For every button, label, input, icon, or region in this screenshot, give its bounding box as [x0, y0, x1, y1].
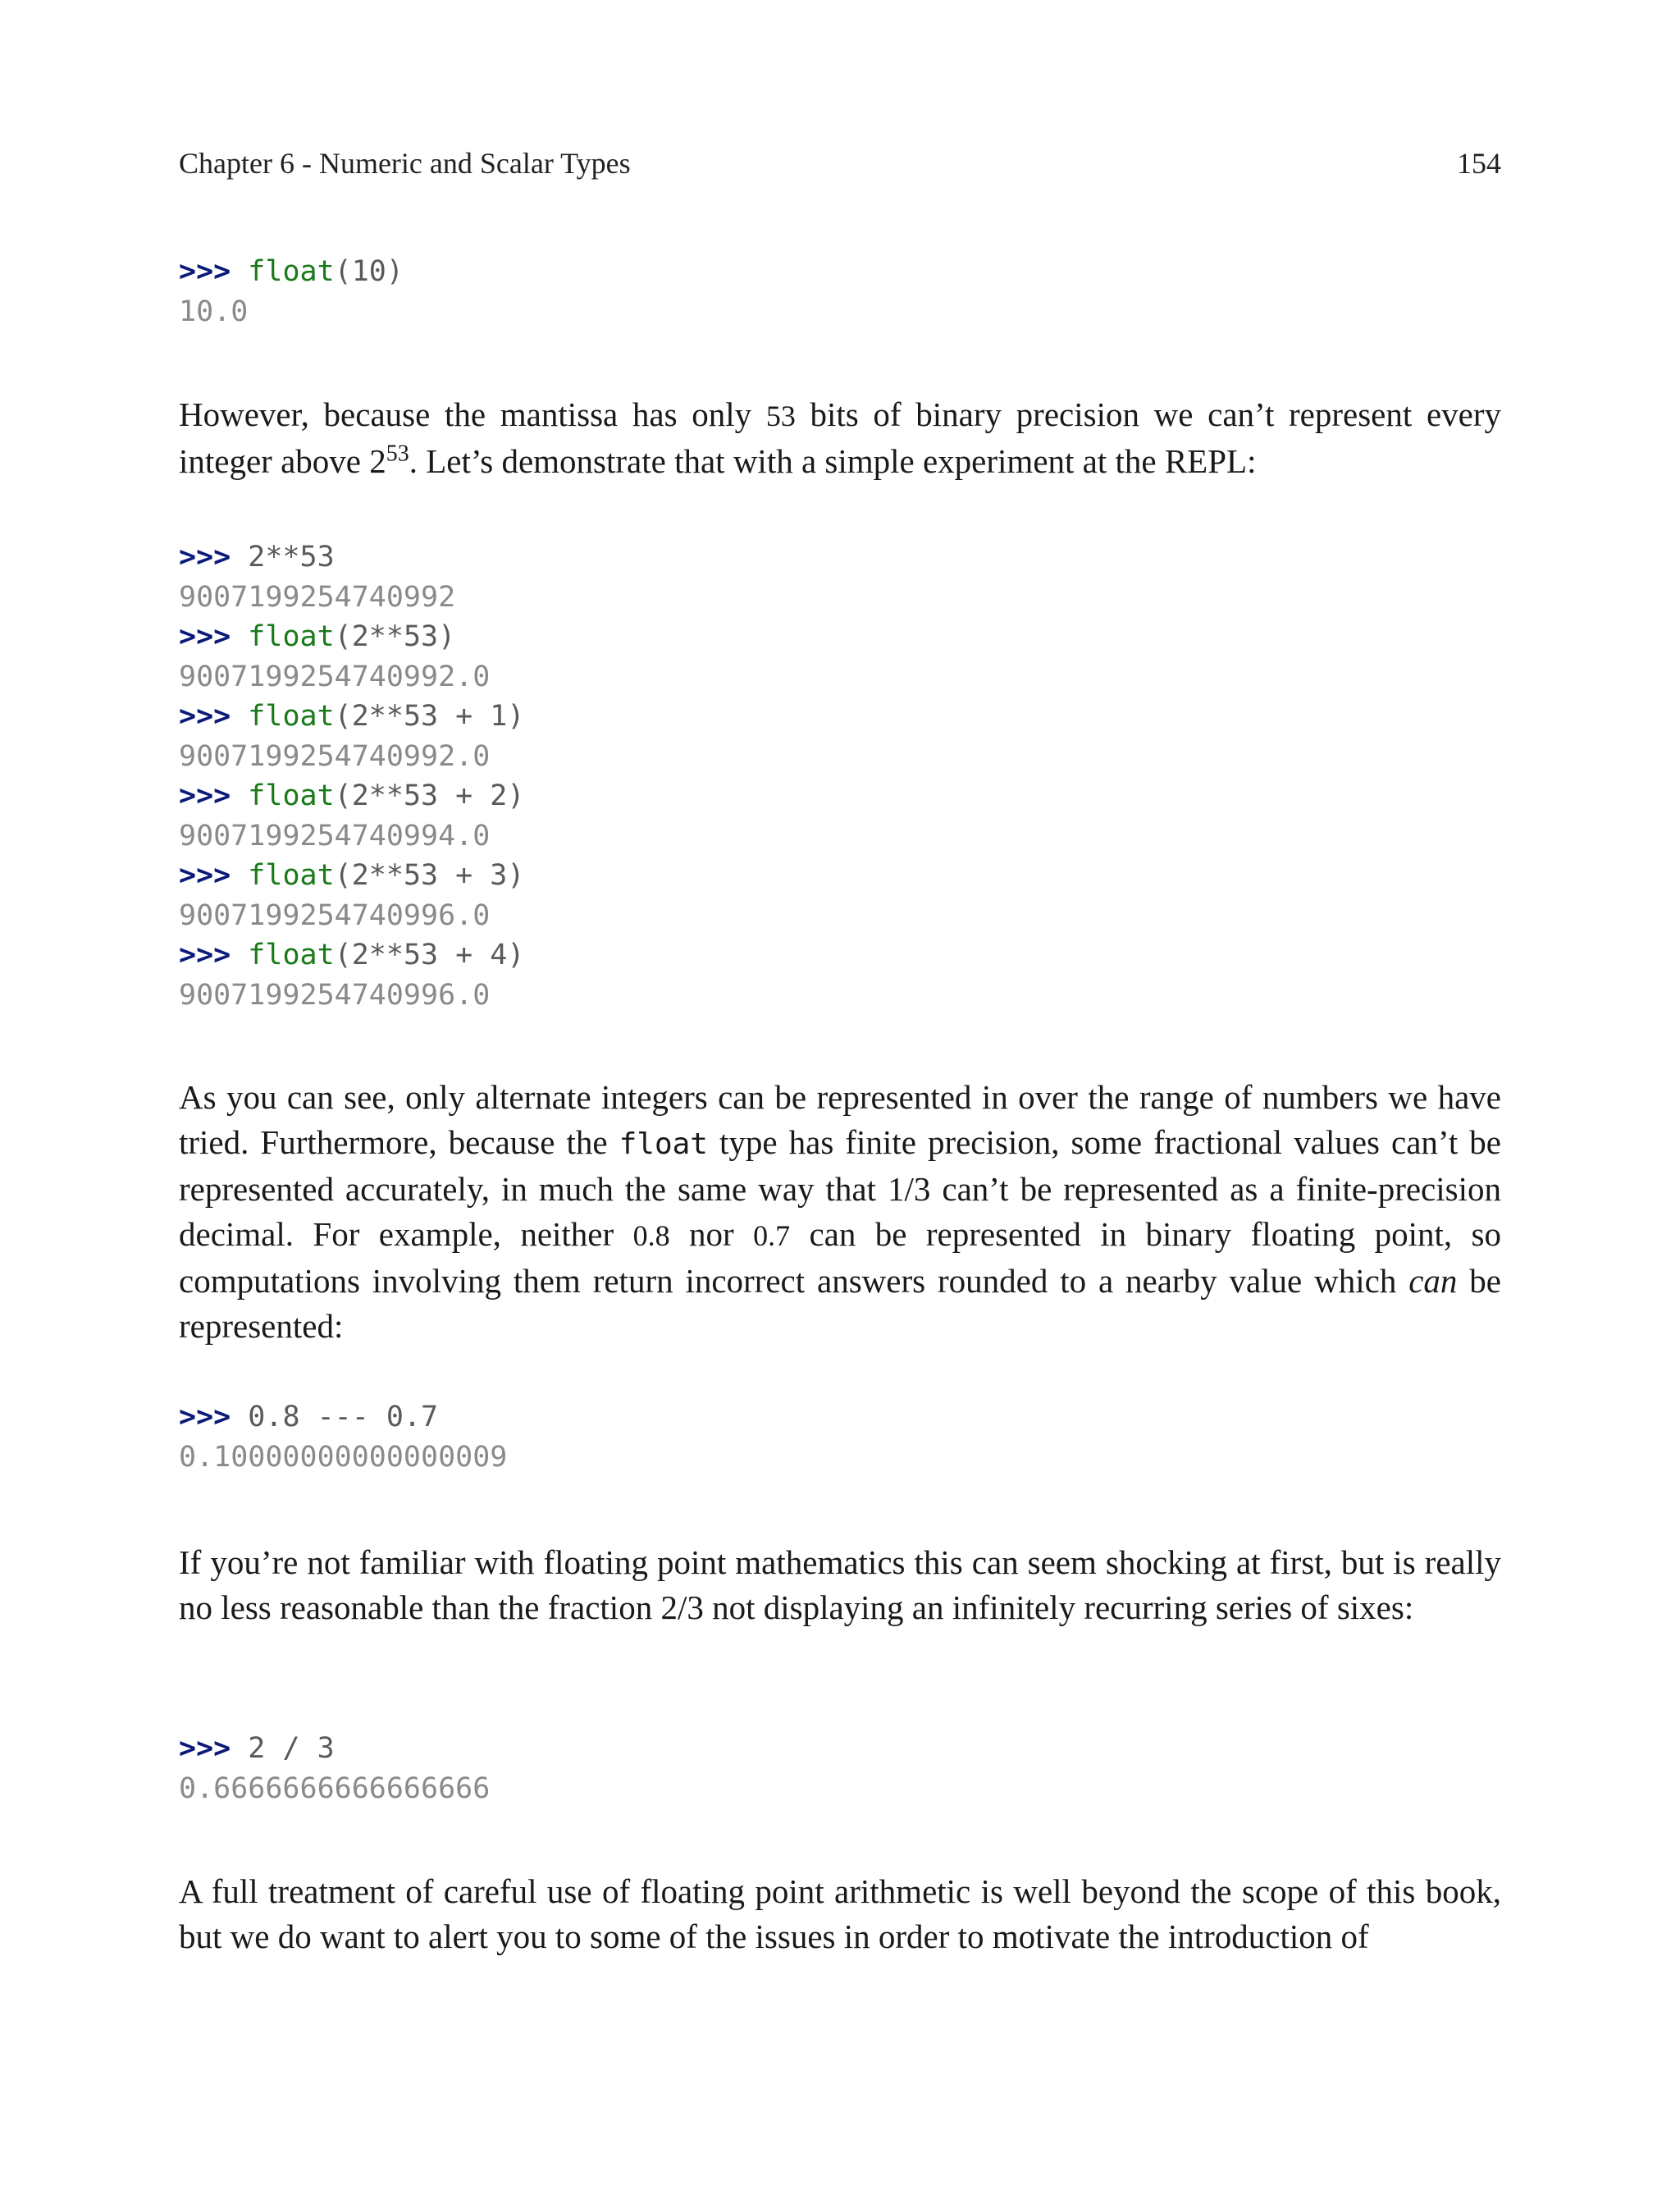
repl-prompt: >>> — [179, 779, 231, 812]
chapter-title: Chapter 6 - Numeric and Scalar Types — [179, 147, 631, 180]
code-args: (2**53 + 3) — [334, 859, 525, 892]
repl-prompt: >>> — [179, 1732, 231, 1765]
code-output: 9007199254740996.0 — [179, 978, 491, 1012]
code-output: 9007199254740996.0 — [179, 898, 491, 932]
code-expression: 0.8 --- 0.7 — [248, 1401, 439, 1433]
code-args: (2**53 + 2) — [334, 779, 525, 812]
code-output: 9007199254740994.0 — [179, 819, 491, 853]
code-expression: 2 / 3 — [248, 1732, 335, 1765]
code-function: float — [248, 859, 335, 892]
repl-prompt: >>> — [179, 939, 231, 971]
code-output: 0.6666666666666666 — [179, 1771, 491, 1805]
code-function: float — [248, 700, 335, 733]
text-run: A full treatment of careful use of floating point arithmetic is well beyond the scope of this book, but we do want to alert you to some of the issues in order to motivate the introduction of — [179, 1872, 1501, 1955]
code-expression: 2**53 — [248, 541, 335, 574]
code-function: float — [248, 255, 335, 288]
repl-prompt: >>> — [179, 1401, 231, 1433]
repl-prompt: >>> — [179, 541, 231, 574]
paragraph-alternate-integers — [179, 1075, 1501, 1349]
code-args: (10) — [334, 255, 404, 288]
text-run: bits of binary precision we can’t represent every integer above 2 — [179, 395, 1501, 480]
code-output: 9007199254740992 — [179, 580, 456, 614]
code-args: (2**53 + 1) — [334, 700, 525, 733]
text-run: can be represented in binary floating point, so computations involving them return incorrect answers rounded to a nearby value which — [179, 1215, 1502, 1300]
repl-prompt: >>> — [179, 859, 231, 892]
paragraph-full-treatment — [179, 1869, 1501, 1959]
superscript-exponent: 53 — [386, 441, 409, 467]
code-args: (2**53) — [334, 620, 456, 653]
code-block-subtraction — [179, 1397, 507, 1477]
code-block-division — [179, 1729, 490, 1808]
text-run: As you can see, only alternate integers can be represented in over the range of numbers we have tried. Furthermore, because the — [179, 1078, 1501, 1161]
code-function: float — [248, 779, 335, 812]
text-run: be represented: — [179, 1262, 1501, 1345]
code-output: 0.10000000000000009 — [179, 1440, 508, 1474]
code-function: float — [248, 939, 335, 971]
page-number: 154 — [1457, 147, 1501, 180]
running-header — [179, 146, 1501, 181]
inline-number: 0.7 — [753, 1219, 791, 1252]
repl-prompt: >>> — [179, 700, 231, 733]
code-block-float-10 — [179, 252, 404, 331]
code-output: 10.0 — [179, 295, 249, 328]
text-run: nor — [669, 1215, 754, 1253]
code-function: float — [248, 620, 335, 653]
text-run: However, because the mantissa has only — [179, 395, 766, 433]
repl-prompt: >>> — [179, 255, 231, 288]
text-run: If you’re not familiar with floating point mathematics this can seem shocking at first, but is really no less reasonable than the fraction 2/3 not displaying an infinitely recurring series of sixes: — [179, 1543, 1501, 1626]
repl-prompt: >>> — [179, 620, 231, 653]
inline-number: 0.8 — [632, 1219, 670, 1252]
code-output: 9007199254740992.0 — [179, 739, 491, 773]
text-run: type has finite precision, some fractional values can’t be represented accurately, in much the same way that 1/3 can’t be represented as a finite-precision decimal. For example, neither — [179, 1123, 1501, 1253]
inline-number: 53 — [765, 400, 796, 432]
code-output: 9007199254740992.0 — [179, 660, 491, 693]
code-args: (2**53 + 4) — [334, 939, 525, 971]
paragraph-mantissa — [179, 392, 1501, 484]
inline-code: float — [619, 1127, 708, 1161]
text-run: . Let’s demonstrate that with a simple experiment at the REPL: — [409, 442, 1257, 480]
code-block-powers — [179, 537, 524, 1015]
emphasis: can — [1408, 1262, 1458, 1300]
paragraph-floating-point — [179, 1540, 1501, 1630]
